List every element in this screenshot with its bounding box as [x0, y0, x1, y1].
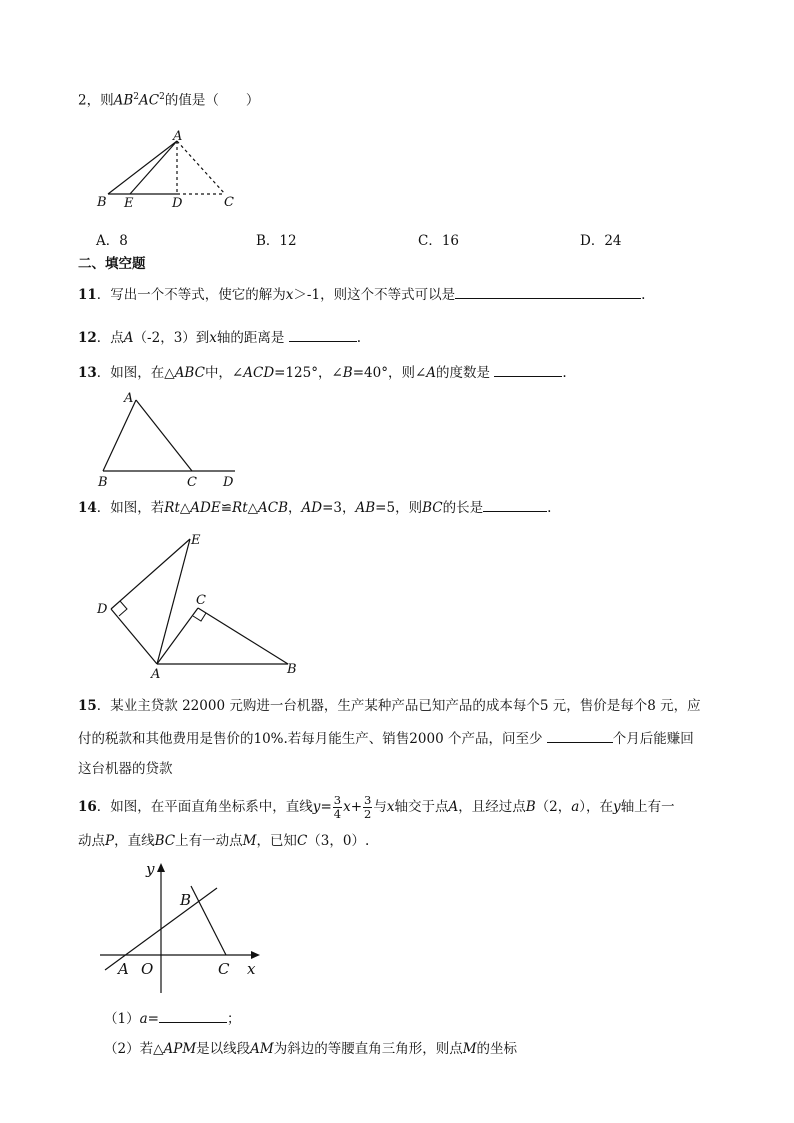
- q13-figure: [95, 388, 255, 488]
- q11: 11．写出一个不等式，使它的解为x＞-1，则这个不等式可以是 .: [78, 284, 645, 305]
- label-C: C: [218, 960, 230, 978]
- fraction-3-2: $\frac{3}{2}$: [364, 793, 372, 821]
- label-A: A: [124, 391, 134, 406]
- q16-figure: [95, 858, 275, 998]
- label-C: C: [224, 195, 234, 210]
- q15-line2: 付的税款和其他费用是售价的10%.若每月能生产、销售2000 个产品，问至少 个月后能赚回: [78, 728, 694, 749]
- label-D: D: [172, 196, 183, 211]
- label-x: x: [247, 960, 256, 978]
- label-A: A: [118, 960, 129, 978]
- q16-sub2: （2）若△APM是以线段AM为斜边的等腰直角三角形，则点M的坐标: [104, 1041, 518, 1057]
- q10-figure: [95, 128, 255, 218]
- label-C: C: [187, 475, 197, 490]
- q15-line1: 15．某业主贷款 22000 元购进一台机器，生产某种产品已知产品的成本每个5 元，售价是每个8 元，应: [78, 698, 701, 714]
- label-D: D: [223, 475, 234, 490]
- q10-option-d[interactable]: D．24: [580, 233, 622, 249]
- q16-sub1: （1）a= ；: [104, 1008, 240, 1029]
- q11-answer-blank[interactable]: [455, 284, 641, 299]
- q14: 14．如图，若Rt△ADE≌Rt△ACB，AD=3，AB=5，则BC的长是 .: [78, 497, 551, 518]
- label-B: B: [287, 662, 297, 677]
- q10-option-c[interactable]: C．16: [418, 233, 460, 249]
- q16-line2: 动点P，直线BC上有一动点M，已知C（3，0）.: [78, 833, 370, 849]
- section-title: 二、填空题: [78, 256, 146, 272]
- q14-answer-blank[interactable]: [483, 497, 547, 512]
- label-B: B: [98, 475, 108, 490]
- q10-option-a[interactable]: A．8: [96, 233, 128, 249]
- q10-stem: 2，则$AB^2AC^2$的值是（ ）: [78, 92, 260, 109]
- q16-sub1-answer-blank[interactable]: [159, 1008, 227, 1023]
- q15-line3: 这台机器的贷款: [78, 761, 173, 777]
- q12: 12．点A（-2，3）到x轴的距离是 .: [78, 327, 361, 348]
- q13: 13．如图，在△ABC中，∠ACD=125°，∠B=40°，则∠A的度数是 .: [78, 362, 567, 383]
- label-C: C: [196, 593, 206, 608]
- label-O: O: [141, 960, 154, 978]
- q16-line1: 16．如图，在平面直角坐标系中，直线y= $\frac{3}{4}$ x+ $\frac{3}{2}$ 与x轴交于点A，且经过点B（2，a），在y轴上有一: [78, 793, 675, 821]
- q10-option-b[interactable]: B．12: [256, 233, 297, 249]
- label-y: y: [146, 860, 155, 878]
- fraction-3-4: $\frac{3}{4}$: [333, 793, 342, 821]
- label-E: E: [124, 196, 134, 211]
- label-E: E: [191, 533, 201, 548]
- q12-answer-blank[interactable]: [289, 327, 357, 342]
- label-A: A: [151, 667, 161, 682]
- label-A: A: [173, 129, 183, 144]
- q14-figure: [95, 530, 315, 680]
- label-D: D: [97, 602, 108, 617]
- q15-answer-blank[interactable]: [547, 728, 613, 743]
- q13-answer-blank[interactable]: [494, 362, 562, 377]
- label-B: B: [180, 891, 192, 909]
- label-B: B: [97, 195, 107, 210]
